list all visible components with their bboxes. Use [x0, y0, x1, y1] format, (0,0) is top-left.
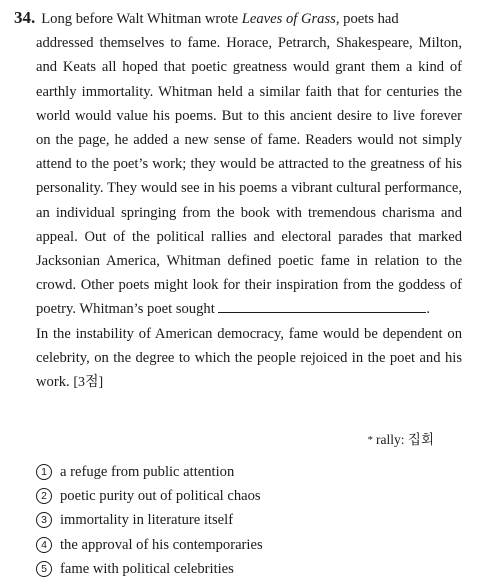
circled-number-icon: 2: [36, 488, 52, 504]
passage-lead-rest: , poets had: [335, 11, 399, 27]
passage-text: addressed themselves to fame. Horace, Petrarch, Shakespeare, Milton, and Keats all hoped that poetic greatness would grant them a kind of earthly immortality. Whitman held a similar faith that for centuries the world would value his poems. But to this ancient desire to live forever on the page, he added a new sense of fame. Readers would not simply attend to the poet’s work; they would be attracted to the greatness of his personality. They would see in his poems a vibrant cultural performance, an individual springing from the book with tremendous charisma and appeal. Out of the political rallies and electoral parades that marked Jacksonian America, Whitman defined poetic fame in relation to the crowd. Other poets might look for their inspiration from the goddess of poetry. Whitman’s poet sought: [36, 35, 462, 318]
choice-text: the approval of his contemporaries: [60, 536, 263, 553]
choice-text: poetic purity out of political chaos: [60, 488, 261, 505]
book-title: Leaves of Grass: [241, 11, 336, 27]
points-label: [3점]: [73, 375, 104, 391]
choice-4[interactable]: [36, 533, 263, 557]
question-number: 34.: [14, 8, 36, 27]
circled-number-icon: 3: [36, 512, 52, 528]
choice-1[interactable]: [36, 460, 263, 484]
blank-period: .: [426, 301, 431, 318]
footnote-text: rally: 집회: [376, 432, 434, 447]
circled-number-icon: 5: [36, 561, 52, 577]
question-first-line: [14, 6, 472, 31]
passage-lead: Long before Walt Whitman wrote: [41, 11, 239, 27]
choice-text: a refuge from public attention: [60, 464, 235, 480]
footnote: [368, 428, 434, 448]
choice-text: fame with political celebrities: [60, 560, 234, 577]
passage-conclusion-text: In the instability of American democracy, fame would be dependent on celebrity, on the degree to which the people rejoiced in the poet and his work.: [36, 325, 462, 391]
circled-number-icon: 1: [36, 464, 52, 480]
circled-number-icon: 4: [36, 537, 52, 553]
footnote-star-icon: *: [367, 434, 374, 446]
choice-text: immortality in literature itself: [60, 512, 234, 529]
choice-5[interactable]: [36, 557, 263, 581]
answer-blank: [218, 300, 426, 313]
passage-body: [36, 31, 462, 321]
passage-conclusion: [36, 322, 462, 396]
answer-choices: [36, 460, 263, 581]
passage: [36, 31, 462, 395]
choice-2[interactable]: [36, 484, 263, 508]
question-block: [14, 6, 472, 395]
choice-3[interactable]: [36, 508, 263, 532]
